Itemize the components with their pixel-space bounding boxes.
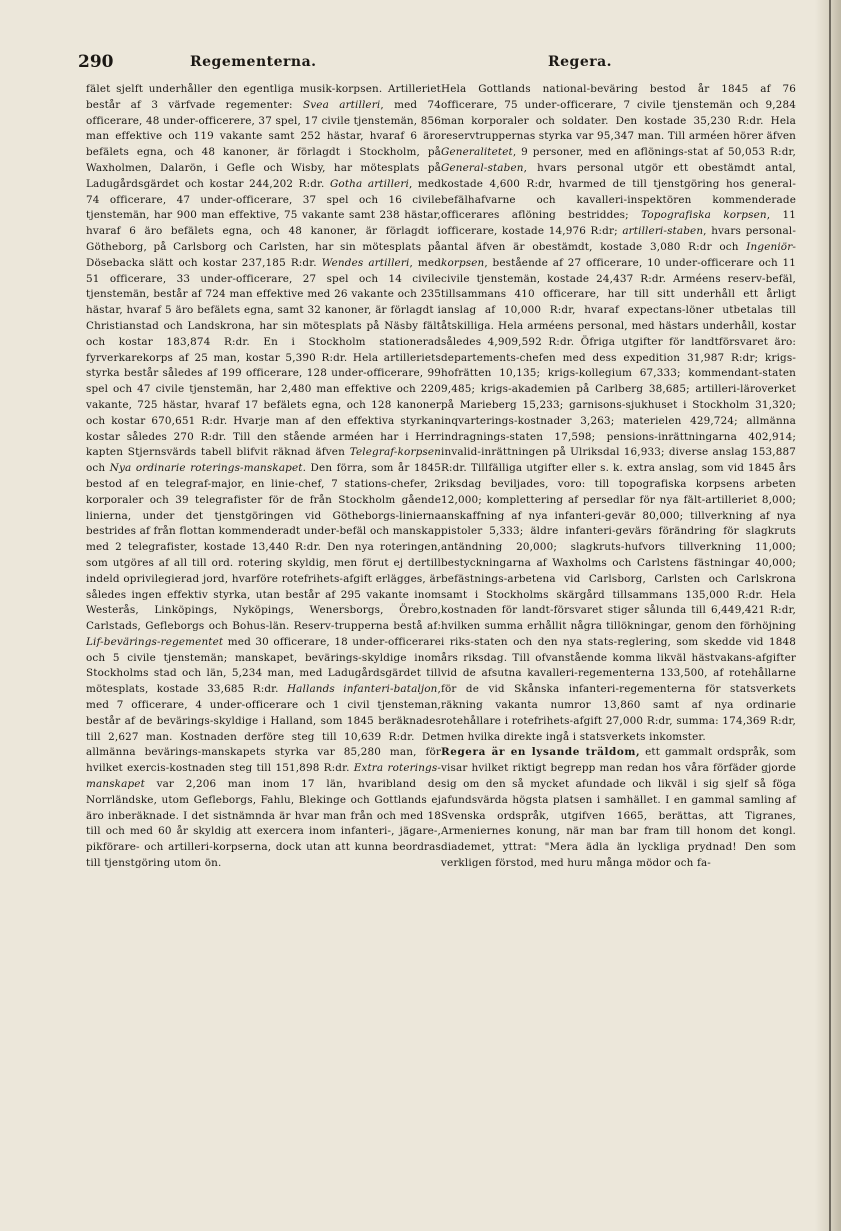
- italic-term: Telegraf-korpsen: [349, 446, 441, 459]
- text-run: med 30 officerare, 18 under-officerare och 5 civile tjenstemän; manskapet, bevärings-skyldige inom Stockholms stad och län, 5,234 man, med Ladugårdsgärdet till mötesplats, kostade 33,685 R:dr.: [86, 635, 441, 696]
- text-run: Hela Gottlands national-beväring bestod år 1845 af 76 officerare, 75 under-officerare, 7 civile tjenstemän och 9,284 man korporaler och soldater. Den kostade 35,230 R:dr. Hela reservtruppernas styrka var 95,347 man. Till arméen hörer äfven: [441, 83, 796, 143]
- right-paragraph: [441, 82, 796, 745]
- italic-term: Ingeniör-korpsen: [441, 240, 796, 269]
- italic-term: Hallands infanteri-bataljon: [286, 683, 438, 696]
- left-column: [86, 82, 441, 872]
- text-run: var 2,206 man inom 17 län, hvaribland de Norrländske, utom Gefleborgs, Fahlu, Blekinge och Gottlands ej äro inberäknade. I det sistnämnda är hvar man från och med 18 till och med 60 år skyldig att exercera inom infanteri-, jägare-, pikförare- och artilleri-korpserna, dock utan att kunna beordras till tjenstgöring utom ön.: [86, 778, 441, 870]
- italic-term: Lif-bevärings-regementet: [86, 635, 224, 648]
- italic-term: Topografiska korpsen: [641, 209, 767, 222]
- text-run: , hvars personal-antal äfven är obestämdt, kostade 3,080 R:dr och: [441, 225, 796, 253]
- text-run: , hvars personal utgör ett obestämdt antal, kostade 4,600 R:dr, hvarmed de till tjenstgöring hos general-befälhafvarne och kavalleri-inspektören kommenderade officerares aflöning bestriddes;: [441, 161, 796, 222]
- text-run: fälet sjelft underhåller den egentliga musik-korpsen. Artilleriet består af 3 värfvade regementer:: [86, 83, 441, 111]
- italic-term: Wendes artilleri: [321, 256, 410, 269]
- text-run: , med 74 officerare, 47 under-officerare, 37 spel och 16 civile tjenstemän, har 900 man effektive, 75 vakante samt 238 hästar, hvaraf 6 äro befälets egna, och 48 kanoner, är förlagdt i Götheborg, på Carlsborg och Carlsten, har sin mötesplats på Dösebacka slätt och kostar 237,185 R:dr.: [86, 177, 442, 269]
- running-title-left: Regementerna.: [190, 54, 317, 70]
- italic-term: Gotha artilleri: [329, 177, 409, 190]
- right-paragraph-entry: [441, 745, 796, 871]
- right-column: [441, 82, 796, 872]
- running-title-right: Regera.: [548, 54, 613, 70]
- running-header: [78, 52, 794, 76]
- text-run: , 9 personer, med en aflönings-stat af 50,053 R:dr,: [512, 146, 796, 159]
- left-paragraph: [86, 82, 441, 872]
- text-run: , med 51 officerare, 33 under-officerare, 27 spel och 14 civile tjenstemän, består af 724 man effektive med 26 vakante och 235 hästar, hvaraf 5 äro befälets egna, samt 32 kanoner, är förlagdt i Christianstad och Landskrona, har sin mötesplats på Näsby fält och kostar 183,874 R:dr. En i Stockholm stationerad fyrverkarekorps af 25 man, kostar 5,390 R:dr. Hela artilleriets styrka består således af 199 officerare, 128 under-officerare, 99 spel och 47 civile tjenstemän, har 2,480 man effektive och 220 vakante, 725 hästar, hvaraf 17 befälets egna, och 128 kanoner och kostar 670,651 R:dr. Hvarje man af den effektiva styrkan kostar således 270 R:dr. Till den stående arméen har i Herr kapten Stjernsvärds tabell blifvit räknad äfven: [86, 256, 441, 459]
- italic-term: General-staben: [441, 161, 524, 174]
- entry-headword: Regera är en lysande träldom,: [441, 746, 641, 759]
- text-run: . Den förra, som år 1845 bestod af en telegraf-major, en linie-chef, 7 stations-chefer, 2 korporaler och 39 telegrafister för de från Stockholm gående linierna, under det tjenstgöringen vid Götheborgs-linierna bestrides af från flottan kommenderadt under-befäl och manskap med 2 telegrafister, kostade 13,440 R:dr. Den nya roteringen, som utgöres af all till ord. rotering skyldig, men förut ej dertill indeld oprivilegierad jord, hvarföre rotefrihets-afgift erlägges, är således ingen effektiv styrka, utan består af 295 vakante inom Westerås, Linköpings, Nyköpings, Wenersborgs, Örebro, Carlstads, Gefleborgs och Bohus-län. Reserv-trupperna bestå af:: [86, 462, 441, 633]
- binding-edge: [829, 0, 831, 1231]
- text-run: , med 7 officerare, 4 under-officerare och 1 civil tjensteman, består af de bevärings-skyldige i Halland, som 1845 beräknades till 2,627 man. Kostnaden derföre steg till 10,639 R:dr. Det allmänna bevärings-manskapets styrka var 85,280 man, för hvilket exercis-kostnaden steg till 151,898 R:dr.: [86, 683, 441, 775]
- text-run: , 11 officerare, kostade 14,976 R:dr;: [441, 209, 796, 238]
- text-run: , med 74 officerare, 48 under-officerere, 37 spel, 17 civile tjenstemän, 856 man effektive och 119 vakante samt 252 hästar, hvaraf 6 äro befälets egna, och 48 kanoner, är förlagdt i Stockholm, på Waxholmen, Dalarön, i Gefle och Wisby, har mötesplats på Ladugårdsgärdet och kostar 244,202 R:dr.: [86, 98, 442, 190]
- page-number: 290: [78, 52, 114, 72]
- text-run: , bestående af 27 officerare, 10 under-officerare och 11 civile tjenstemän, kostade 24,437 R:dr. Arméens reserv-befäl, tillsammans 410 officerare, har till sitt underhåll ett årligt anslag af 10,000 R:dr, hvaraf expectans-löner utbetalas till åtskilliga. Hela arméens personal, med hästars underhåll, kostar således 4,909,592 R:dr. Öfriga utgifter för landtförsvaret äro: departements-chefen med dess expedition 31,987 R:dr; krigs-hofrätten 10,135; krigs-kollegium 67,333; kommendant-staten 9,485; krigs-akademien på Carlberg 38,685; artilleri-läroverket på Marieberg 15,233; garnisons-sjukhuset i Stockholm 31,320; inqvarterings-kostnader 3,263; materielen 429,724; allmänna indragnings-staten 17,598; pensions-inrättningarna 402,914; invalid-inrättningen på Ulriksdal 16,933; diverse anslag 153,887 R:dr. Tillfälliga utgifter eller s. k. extra anslag, som vid 1845 års riksdag beviljades, voro: till topografiska korpsens arbeten 12,000; komplettering af persedlar för nya fält-artilleriet 8,000; anskaffning af nya infanteri-gevär 80,000; tillverkning af nya pistoler 5,333; äldre infanteri-gevärs förändring för slagkruts antändning 20,000; slagkruts-hufvors tillverkning 11,000; bestyckningarna af Waxholms och Carlstens fästningar 40,000; befästnings-arbetena vid Carlsborg, Carlsten och Carlskrona samt i Stockholms skärgård tillsammans 135,000 R:dr. Hela kostnaden för landt-försvaret stiger sålunda till 6,449,421 R:dr, hvilken summa erhållit några tillökningar, genom den förhöjning i riks-staten och den nya stats-reglering, som skedde vid 1848 års riksdag. Till ofvanstående komma likväl hästvakans-afgifter vid de afsutna kavalleri-regementerna 133,500, af rotehållarne för de vid Skånska infanteri-regementerna för statsverkets räkning vakanta numror 13,860 samt af nya ordinarie rotehållare i rotefrihets-afgift 27,000 R:dr, summa: 174,369 R:dr, men hvilka direkte ingå i statsverkets inkomster.: [441, 256, 796, 743]
- italic-term: Nya ordinarie roterings-manskapet: [109, 462, 303, 475]
- italic-term: artilleri-staben: [622, 225, 704, 238]
- page-gutter: [815, 0, 841, 1231]
- entry-text: ett gammalt ordspråk, som visar hvilket riktigt begrepp man redan hos våra förfäder gjorde sig om den så mycket afundade och likväl i sig sjelf så föga afundsvärda högsta platsen i samhället. I en gammal samling af Svenska ordspråk, utgifven 1665, berättas, att Tigranes, Armeniernes konung, när man bar fram till honom det kongl. diademet, yttrat: "Mera ädla än lyckliga prydnad! Den som verkligen förstod, med huru många mödor och fa-: [441, 746, 796, 870]
- italic-term: Extra roterings-manskapet: [86, 762, 441, 791]
- text-run: och: [86, 462, 110, 475]
- italic-term: Generalitetet: [441, 146, 513, 159]
- italic-term: Svea artilleri: [302, 98, 381, 111]
